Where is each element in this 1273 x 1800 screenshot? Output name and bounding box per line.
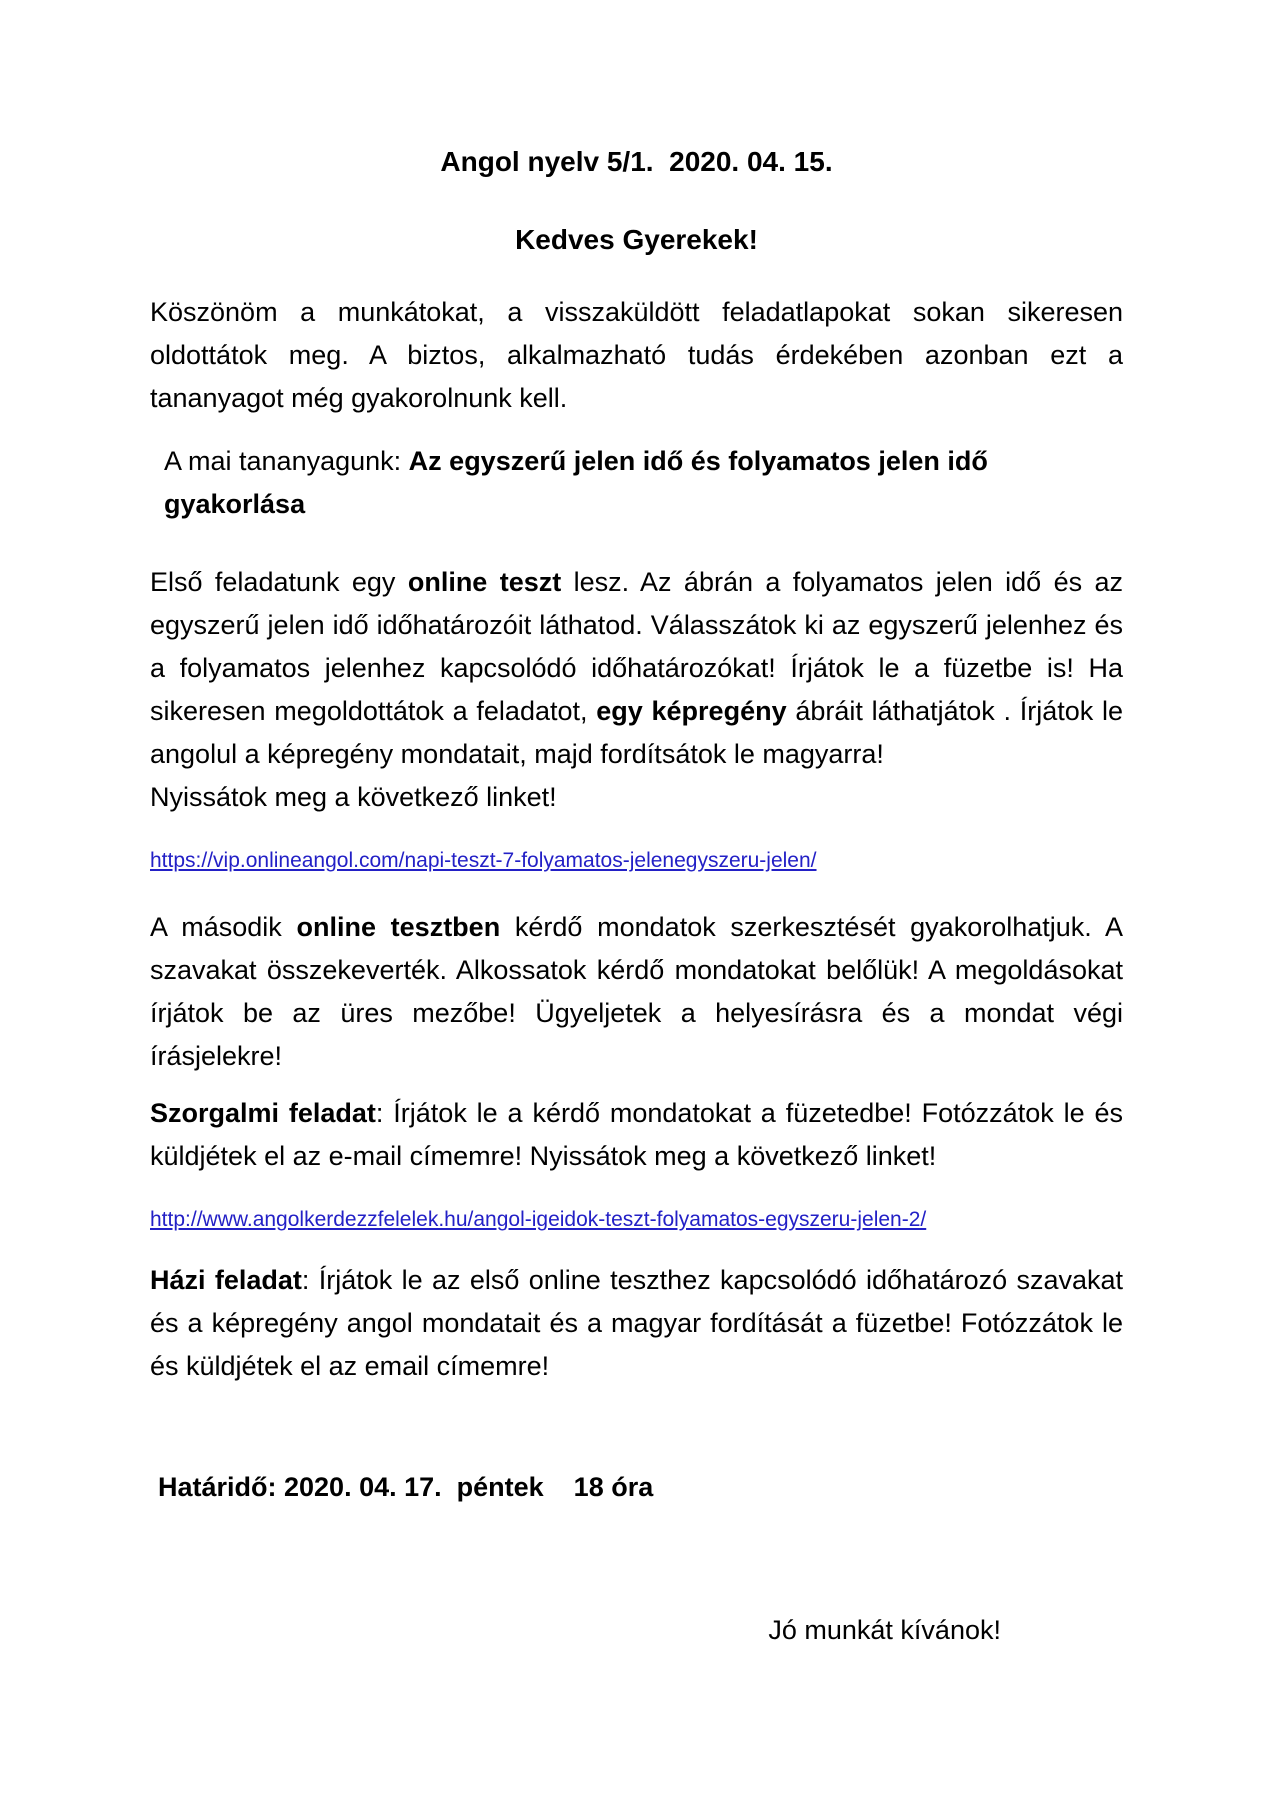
- task2-segment: kérdő mondatok szerkesztését gyakorolhatjuk. A szavakat összekeverték. Alkossatok kérdő mondatokat belőlük! A megoldásokat írjátok be az üres mezőbe! Ügyeljetek a helyesírásra és a mondat végi írásjelekre!: [150, 912, 1123, 1071]
- homework-paragraph: [150, 1259, 1123, 1388]
- intro-paragraph: Köszönöm a munkátokat, a visszaküldött feladatlapokat sokan sikeresen oldottátok meg. A biztos, alkalmazható tudás érdekében azonban ezt a tananyagot még gyakorolnunk kell.: [150, 297, 1123, 413]
- task1-segment: ábráit láthatjátok . Írjátok le angolul a képregény mondatait, majd fordítsátok le magyarra!: [150, 696, 1123, 769]
- task2-paragraph: [150, 906, 1123, 1078]
- homework-label: Házi feladat: [150, 1265, 302, 1295]
- online-test-link-2[interactable]: http://www.angolkerdezzfelelek.hu/angol-igeidok-teszt-folyamatos-egyszeru-jelen-2/: [150, 1208, 927, 1231]
- task2-segment-bold: online tesztben: [296, 912, 501, 942]
- bonus-task-text: : Írjátok le a kérdő mondatokat a füzetedbe! Fotózzátok le és küldjétek el az e-mail címemre! Nyissátok meg a következő linket!: [150, 1098, 1123, 1171]
- bonus-task-label: Szorgalmi feladat: [150, 1098, 376, 1128]
- task1-segment-bold: egy képregény: [596, 696, 787, 726]
- online-test-link-1[interactable]: https://vip.onlineangol.com/napi-teszt-7-folyamatos-jelenegyszeru-jelen/: [150, 849, 817, 872]
- deadline-line: Határidő: 2020. 04. 17. péntek 18 óra: [158, 1472, 654, 1502]
- task1-segment-bold: online teszt: [407, 567, 562, 597]
- task1-segment: Első feladatunk egy: [150, 567, 408, 597]
- task2-segment: A második: [150, 912, 297, 942]
- bonus-task-paragraph: [150, 1092, 1123, 1178]
- topic-label: A mai tananyagunk:: [164, 446, 409, 476]
- document-title: Angol nyelv 5/1. 2020. 04. 15.: [440, 146, 833, 177]
- topic-title: Az egyszerű jelen idő és folyamatos jelen idő gyakorlása: [164, 446, 988, 519]
- task1-paragraph: [150, 561, 1123, 776]
- task1-segment: lesz. Az ábrán a folyamatos jelen idő és az egyszerű jelen idő időhatározóit láthatod. Válasszátok ki az egyszerű jelenhez és a folyamatos jelenhez kapcsolódó időhatározókat! Írjátok le a füzetbe is! Ha sikeresen megoldottátok a feladatot,: [150, 567, 1123, 726]
- task1-closing-line: Nyissátok meg a következő linket!: [150, 782, 557, 812]
- salutation-heading: Kedves Gyerekek!: [515, 224, 758, 255]
- closing-line: Jó munkát kívánok!: [768, 1615, 1001, 1645]
- homework-text: : Írjátok le az első online teszthez kapcsolódó időhatározó szavakat és a képregény angol mondatait és a magyar fordítását a füzetbe! Fotózzátok le és küldjétek el az email címemre!: [150, 1265, 1124, 1381]
- topic-line: [150, 440, 1123, 526]
